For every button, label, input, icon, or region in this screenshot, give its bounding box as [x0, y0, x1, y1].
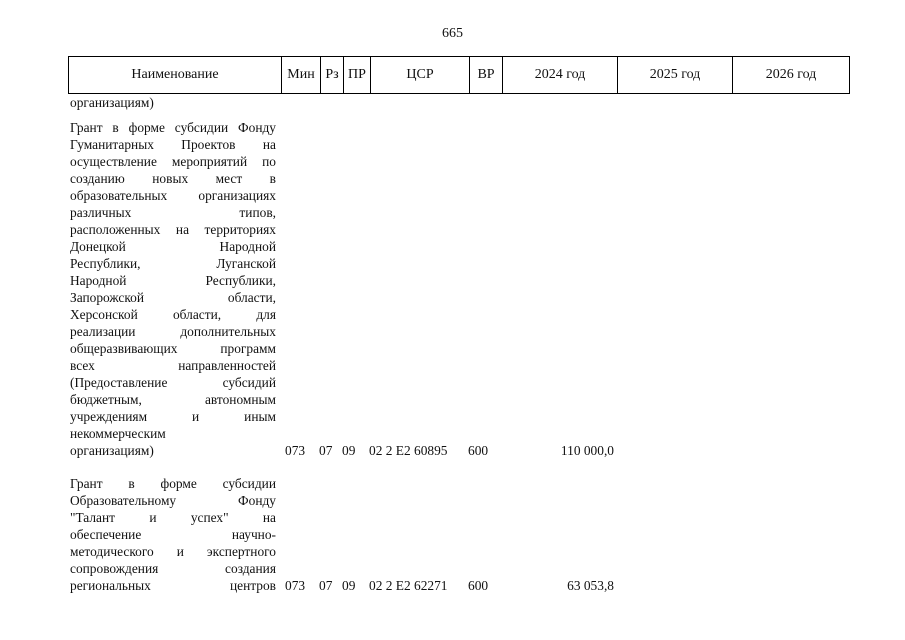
name-line: всех направленностей	[70, 358, 276, 373]
name-line: реализации дополнительных	[70, 324, 276, 339]
row-name-continuation	[70, 94, 276, 111]
page-number: 665	[442, 26, 463, 41]
name-line: Народной Республики,	[70, 273, 276, 288]
name-line: методического и экспертного	[70, 544, 276, 559]
name-line: осуществление мероприятий по	[70, 154, 276, 169]
name-line: некоммерческим	[70, 426, 166, 441]
row-name-grant-humanitarian	[70, 119, 276, 459]
name-line: Донецкой Народной	[70, 239, 276, 254]
name-line: учреждениям и иным	[70, 409, 276, 424]
row-name-grant-talent	[70, 475, 276, 594]
name-line: "Талант и успех" на	[70, 510, 276, 525]
row-2024: 63 053,8	[567, 578, 614, 593]
header-rz: Рз	[325, 67, 339, 82]
header-pr: ПР	[348, 67, 366, 82]
header-min: Мин	[287, 67, 315, 82]
row-min: 073	[285, 443, 306, 458]
header-2024: 2024 год	[534, 67, 586, 82]
name-line: Грант в форме субсидии	[70, 476, 276, 491]
row-csr: 02 2 E2 60895	[369, 443, 448, 458]
name-line: образовательных организациях	[70, 188, 276, 203]
name-line: региональных центров	[70, 578, 276, 593]
name-line: расположенных на территориях	[70, 222, 276, 237]
row-vr: 600	[468, 443, 489, 458]
row-vr: 600	[468, 578, 489, 593]
table-header	[68, 56, 850, 94]
header-2025: 2025 год	[649, 67, 701, 82]
name-line: общеразвивающих программ	[70, 341, 276, 356]
name-line: организациям)	[70, 443, 154, 458]
row-csr: 02 2 E2 62271	[369, 578, 448, 593]
name-line: Республики, Луганской	[70, 256, 276, 271]
row-rz: 07	[319, 578, 333, 593]
row-2024: 110 000,0	[560, 443, 614, 458]
header-2026: 2026 год	[765, 67, 817, 82]
name-line: различных типов,	[70, 205, 276, 220]
name-line: организациям)	[70, 95, 154, 110]
name-line: Гуманитарных Проектов на	[70, 137, 276, 152]
name-line: созданию новых мест в	[70, 171, 276, 186]
row-pr: 09	[342, 578, 356, 593]
name-line: сопровождения создания	[70, 561, 276, 576]
name-line: (Предоставление субсидий	[70, 375, 276, 390]
header-vr: ВР	[477, 67, 495, 82]
name-line: бюджетным, автономным	[70, 392, 276, 407]
row-pr: 09	[342, 443, 356, 458]
name-line: Запорожской области,	[70, 290, 276, 305]
name-line: Образовательному Фонду	[70, 493, 276, 508]
name-line: обеспечение научно-	[70, 527, 276, 542]
row-rz: 07	[319, 443, 333, 458]
row-min: 073	[285, 578, 306, 593]
header-name: Наименование	[131, 67, 219, 82]
name-line: Херсонской области, для	[70, 307, 276, 322]
header-csr: ЦСР	[406, 67, 434, 82]
name-line: Грант в форме субсидии Фонду	[70, 120, 276, 135]
